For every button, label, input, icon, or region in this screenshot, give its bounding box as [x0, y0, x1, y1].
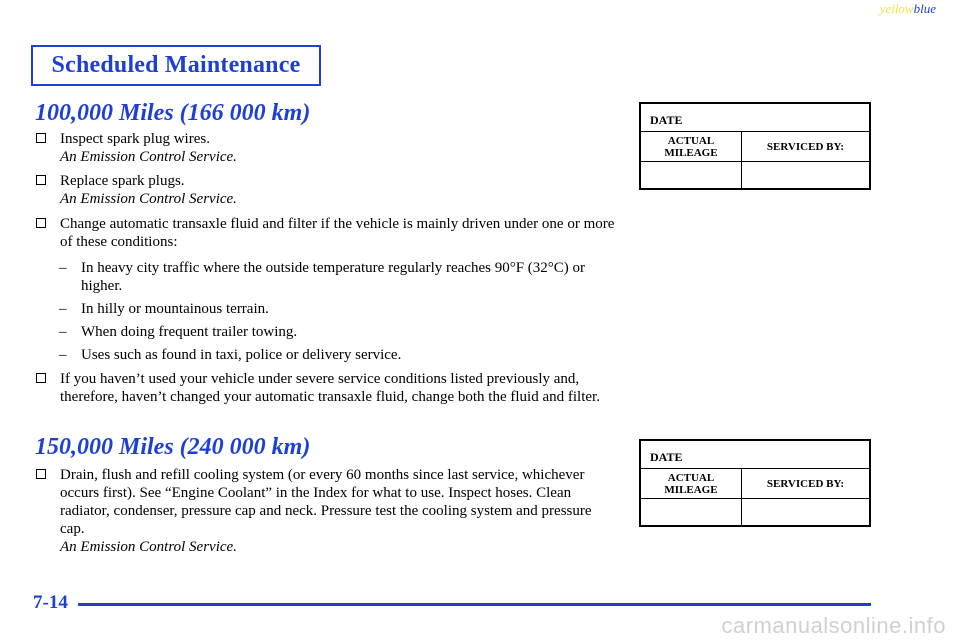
- section-title-150000: 150,000 Miles (240 000 km): [35, 434, 311, 460]
- color-tag-yellow: yellow: [879, 1, 914, 16]
- section-title-100000: 100,000 Miles (166 000 km): [35, 100, 311, 126]
- condition-item: [59, 323, 619, 341]
- checklist-item-fluid-filter: [36, 370, 616, 406]
- condition-item: [59, 259, 619, 295]
- actual-mileage-label: ACTUAL MILEAGE: [641, 469, 742, 498]
- checklist-item-transaxle-fluid: [36, 215, 616, 251]
- page-header: [31, 45, 321, 86]
- item-note: An Emission Control Service.: [60, 191, 237, 207]
- serviced-by-field[interactable]: [742, 499, 869, 525]
- checkbox-icon[interactable]: [36, 469, 46, 479]
- item-text: Drain, flush and refill cooling system (or every 60 months since last service, whichever occurs first). See “Engine Coolant” in the Index for what to use. Inspect hoses. Clean radiator, condenser, pressure cap and neck. Pressure test the cooling system and pressure cap.: [60, 467, 592, 537]
- checklist-item-spark-plug-wires: [36, 130, 616, 166]
- checkbox-icon[interactable]: [36, 175, 46, 185]
- date-field[interactable]: DATE: [641, 441, 869, 469]
- condition-item: [59, 346, 619, 364]
- dash-bullet: –: [59, 301, 67, 317]
- actual-mileage-label: ACTUAL MILEAGE: [641, 132, 742, 161]
- actual-mileage-field[interactable]: [641, 499, 742, 525]
- dash-bullet: –: [59, 347, 67, 363]
- checkbox-icon[interactable]: [36, 373, 46, 383]
- condition-text: Uses such as found in taxi, police or delivery service.: [81, 347, 402, 363]
- condition-text: When doing frequent trailer towing.: [81, 324, 298, 340]
- checkbox-icon[interactable]: [36, 133, 46, 143]
- service-record-table-100000: [639, 102, 871, 190]
- footer-rule: [78, 603, 871, 606]
- service-record-table-150000: [639, 439, 871, 527]
- dash-bullet: –: [59, 324, 67, 340]
- actual-mileage-field[interactable]: [641, 162, 742, 188]
- checklist-item-spark-plugs: [36, 172, 616, 208]
- item-note: An Emission Control Service.: [60, 149, 237, 165]
- item-text: Change automatic transaxle fluid and filter if the vehicle is mainly driven under one or more of these conditions:: [60, 216, 615, 250]
- page-title: Scheduled Maintenance: [51, 52, 301, 78]
- page-number: 7-14: [33, 592, 68, 613]
- item-note: An Emission Control Service.: [60, 539, 237, 555]
- condition-text: In heavy city traffic where the outside temperature regularly reaches 90°F (32°C) or higher.: [81, 260, 586, 294]
- date-field[interactable]: DATE: [641, 104, 869, 132]
- condition-text: In hilly or mountainous terrain.: [81, 301, 269, 317]
- item-text: Replace spark plugs.: [60, 173, 185, 189]
- item-text: Inspect spark plug wires.: [60, 131, 210, 147]
- checkbox-icon[interactable]: [36, 218, 46, 228]
- color-tag-blue: blue: [913, 1, 936, 16]
- color-tag: [880, 1, 936, 17]
- condition-item: [59, 300, 619, 318]
- serviced-by-field[interactable]: [742, 162, 869, 188]
- checklist-item-cooling-system: [36, 466, 616, 556]
- serviced-by-label: SERVICED BY:: [766, 477, 845, 490]
- dash-bullet: –: [59, 260, 67, 276]
- serviced-by-label: SERVICED BY:: [766, 140, 845, 153]
- watermark: carmanualsonline.info: [721, 613, 946, 638]
- item-text: If you haven’t used your vehicle under severe service conditions listed previously and, therefore, haven’t changed your automatic transaxle fluid, change both the fluid and filter.: [60, 371, 600, 405]
